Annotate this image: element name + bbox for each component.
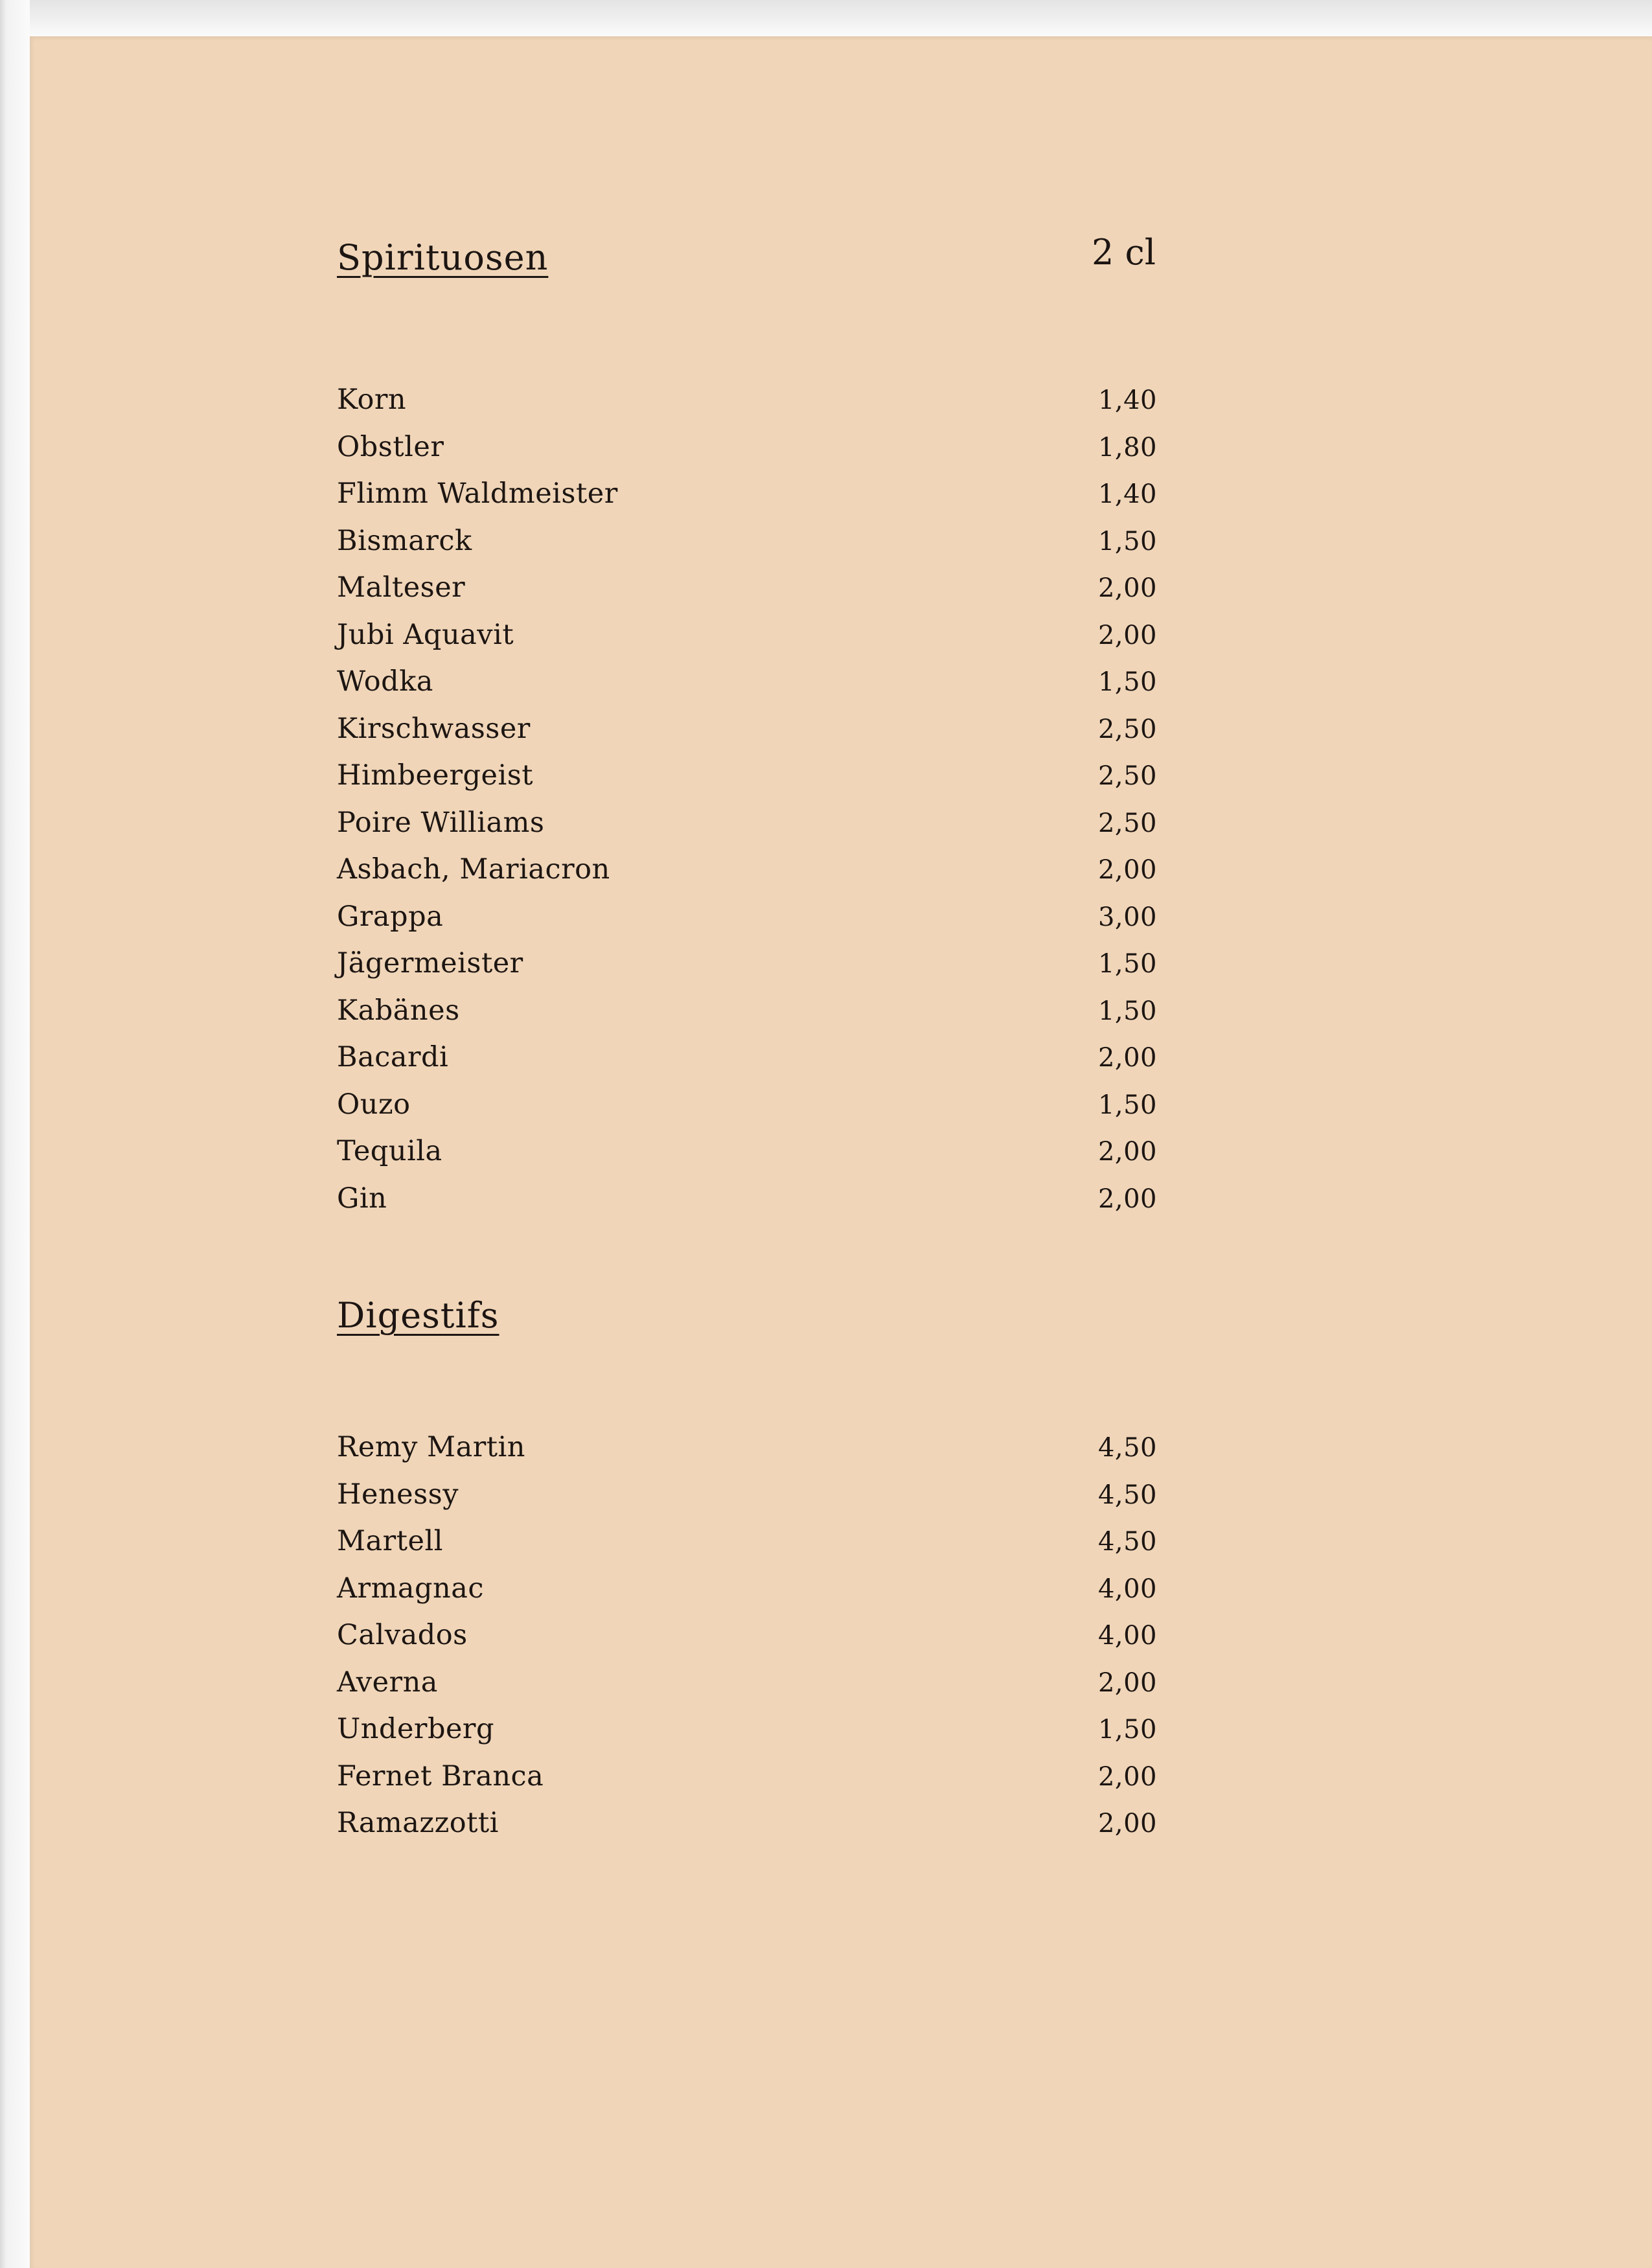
menu-item xyxy=(337,759,1189,807)
item-name: Tequila xyxy=(337,1135,442,1167)
menu-item xyxy=(337,713,1189,760)
scan-border-left xyxy=(0,0,30,2268)
item-price: 2,00 xyxy=(1097,1043,1157,1073)
item-name: Ramazzotti xyxy=(337,1807,499,1839)
menu-item xyxy=(337,525,1189,572)
menu-item xyxy=(337,1182,1189,1230)
item-name: Martell xyxy=(337,1525,443,1557)
item-price: 1,50 xyxy=(1097,667,1157,697)
item-name: Calvados xyxy=(337,1619,468,1651)
section-heading: Digestifs xyxy=(337,1295,499,1336)
menu-item xyxy=(337,431,1189,478)
item-price: 2,00 xyxy=(1097,1667,1157,1698)
item-price: 2,00 xyxy=(1097,1761,1157,1792)
item-name: Jubi Aquavit xyxy=(337,618,514,651)
item-price: 3,00 xyxy=(1097,902,1157,932)
item-name: Armagnac xyxy=(337,1572,484,1605)
item-name: Obstler xyxy=(337,430,444,463)
menu-page xyxy=(30,36,1652,2268)
item-name: Fernet Branca xyxy=(337,1759,544,1793)
item-name: Henessy xyxy=(337,1478,459,1511)
item-price: 1,50 xyxy=(1097,1715,1157,1745)
menu-item xyxy=(337,1088,1189,1136)
item-name: Malteser xyxy=(337,571,466,604)
item-price: 1,50 xyxy=(1097,1090,1157,1120)
item-price: 2,50 xyxy=(1097,761,1157,791)
item-price: 1,40 xyxy=(1097,479,1157,509)
item-name: Kabänes xyxy=(337,994,460,1027)
menu-item xyxy=(337,900,1189,948)
menu-item xyxy=(337,619,1189,666)
item-price: 2,50 xyxy=(1097,808,1157,838)
menu-item xyxy=(337,1619,1189,1666)
item-name: Korn xyxy=(337,384,407,416)
menu-item xyxy=(337,853,1189,900)
item-name: Flimm Waldmeister xyxy=(337,477,618,510)
item-name: Jägermeister xyxy=(337,947,523,979)
menu-item xyxy=(337,1572,1189,1620)
item-price: 4,00 xyxy=(1097,1621,1157,1651)
menu-item xyxy=(337,807,1189,854)
menu-item xyxy=(337,571,1189,619)
menu-item xyxy=(337,1135,1189,1182)
item-price: 1,50 xyxy=(1097,996,1157,1026)
item-price: 2,00 xyxy=(1097,1137,1157,1167)
menu-item xyxy=(337,477,1189,525)
menu-item xyxy=(337,1760,1189,1807)
item-name: Underberg xyxy=(337,1713,495,1745)
item-list xyxy=(337,384,1189,1229)
menu-item xyxy=(337,665,1189,713)
item-name: Remy Martin xyxy=(337,1431,526,1463)
item-name: Bismarck xyxy=(337,524,472,557)
item-name: Kirschwasser xyxy=(337,712,531,745)
item-price: 4,50 xyxy=(1097,1433,1157,1463)
menu-item xyxy=(337,1478,1189,1526)
item-name: Asbach, Mariacron xyxy=(337,853,610,886)
item-name: Ouzo xyxy=(337,1088,411,1121)
item-price: 1,50 xyxy=(1097,949,1157,979)
menu-item xyxy=(337,1666,1189,1713)
item-price: 1,80 xyxy=(1097,432,1157,463)
item-name: Bacardi xyxy=(337,1041,449,1073)
item-price: 2,00 xyxy=(1097,855,1157,885)
menu-item xyxy=(337,1431,1189,1478)
item-price: 1,40 xyxy=(1097,385,1157,415)
menu-item xyxy=(337,1713,1189,1760)
item-name: Averna xyxy=(337,1666,438,1699)
scan-border-top xyxy=(0,0,1652,36)
menu-item xyxy=(337,1807,1189,1854)
menu-item xyxy=(337,994,1189,1042)
item-name: Poire Williams xyxy=(337,806,545,839)
section-heading: Spirituosen xyxy=(337,237,549,278)
item-price: 1,50 xyxy=(1097,526,1157,556)
item-price: 2,00 xyxy=(1097,1809,1157,1838)
item-name: Wodka xyxy=(337,665,433,698)
item-price: 2,00 xyxy=(1097,1184,1157,1214)
item-name: Gin xyxy=(337,1182,387,1215)
item-list xyxy=(337,1431,1189,1854)
menu-item xyxy=(337,384,1189,431)
item-price: 4,50 xyxy=(1097,1527,1157,1557)
item-price: 2,50 xyxy=(1097,714,1157,744)
item-price: 4,50 xyxy=(1097,1480,1157,1510)
item-price: 2,00 xyxy=(1097,573,1157,603)
unit-header: 2 cl xyxy=(1091,232,1156,273)
menu-item xyxy=(337,1041,1189,1088)
item-price: 4,00 xyxy=(1097,1574,1157,1604)
item-name: Grappa xyxy=(337,900,444,933)
item-name: Himbeergeist xyxy=(337,759,534,792)
item-price: 2,00 xyxy=(1097,620,1157,650)
menu-item xyxy=(337,1525,1189,1572)
menu-item xyxy=(337,947,1189,994)
